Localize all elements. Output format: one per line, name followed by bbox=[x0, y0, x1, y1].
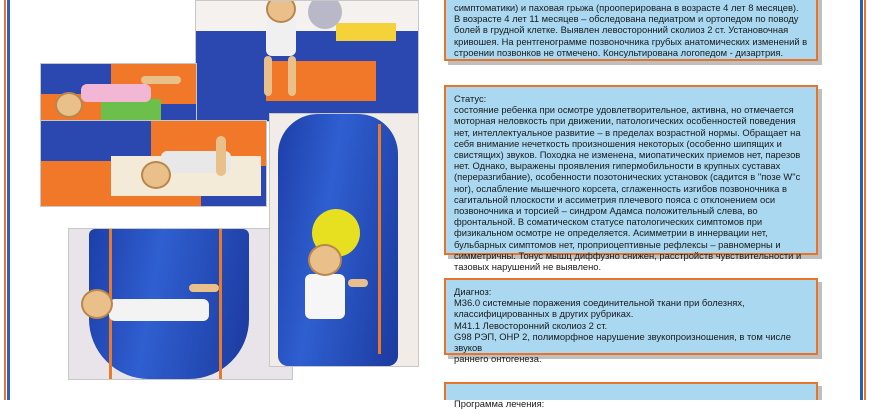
diagnosis-title: Диагноз: bbox=[454, 286, 492, 297]
history-line: болей в грудной клетке. Выявлен левосторонний сколиоз 2 ст. Установочная bbox=[454, 24, 789, 36]
photo-child-swing-sitting bbox=[269, 113, 419, 367]
diagnosis-line: М41.1 Левосторонний сколиоз 2 ст. bbox=[454, 319, 608, 331]
photo-child-swing-lying bbox=[68, 228, 293, 380]
program-box bbox=[444, 382, 818, 409]
photo-child-bridge bbox=[40, 120, 267, 207]
status-text: состояние ребенка при осмотре удовлетворительное, активна, но отмечается моторная неловкость при движении, патологических особенностей поведения нет, интеллектуальное развитие – в пределах возрастной нормы. Обращает на себя внимание нечеткость произношения некоторых (особенно шипящих и свистящих) звуков. Походка не изменена, миопатических приемов нет, парезов нет. Однако, выражены проявления гипермобильности в крупных суставах (переразгибание), особенности позотонических установок (садится в "позе W"с ног), ослабление мышечного корсета, сглаженность изгибов позвоночника в сагитальной плоскости и ассиметрия плечевого пояса с отклонением оси позвоночника и торсией – синдром Адамса положительный слева, во фронтальной. В соматическом статусе патологических симптомов при физикальном осмотре не определяется. Асимметрии в иннервации нет, бульбарных симптомов нет, проприоцептивные рефлексы – равномерны и симметричны. Тонус мышц диффузно снижен, расстройств чувствительности и тазовых нарушений не выявлено. bbox=[454, 104, 802, 273]
diagnosis-box bbox=[444, 278, 818, 365]
photo-child-standing bbox=[195, 0, 419, 122]
diagnosis-line: классифицированных в других рубриках. bbox=[454, 308, 634, 320]
history-line: симптоматики) и паховая грыжа (прооперирована в возрасте 4 лет 8 месяцев). bbox=[454, 2, 799, 13]
diagnosis-line: G98 РЭП, ОНР 2, полиморфное нарушение звукопроизношения, в том числе звуков bbox=[454, 330, 791, 354]
diagnosis-line: раннего онтогенеза. bbox=[454, 353, 542, 365]
status-title: Статус: bbox=[454, 93, 487, 104]
status-box bbox=[444, 85, 818, 273]
diagnosis-line: М36.0 системные поражения соединительной ткани при болезнях, bbox=[454, 297, 745, 309]
history-box bbox=[444, 0, 818, 61]
left-edge-stripe bbox=[4, 0, 10, 400]
history-line: кривошея. На рентгенограмме позвоночника грубых анатомических изменений в bbox=[454, 35, 808, 47]
history-line: строении позвонков не отмечено. Консультирована логопедом - дизартрия. bbox=[454, 46, 784, 58]
program-title: Программа лечения: bbox=[454, 398, 545, 409]
history-line: В возрасте 4 лет 11 месяцев – обследована педиатром и ортопедом по поводу bbox=[454, 13, 799, 25]
right-edge-stripe bbox=[860, 0, 866, 400]
